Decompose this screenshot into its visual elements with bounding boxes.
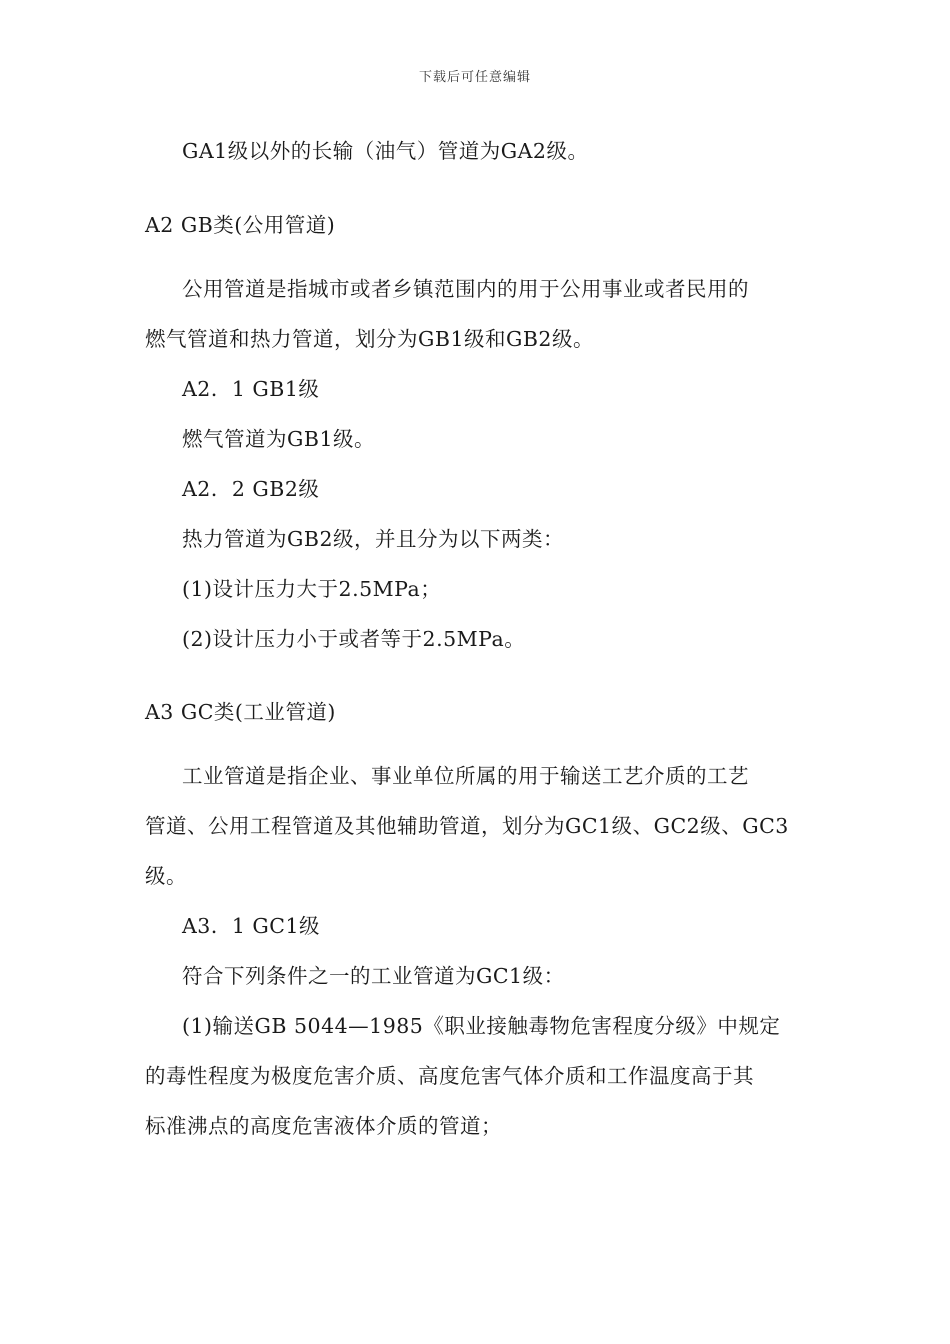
section-heading-a2: A2 GB类(公用管道) bbox=[145, 213, 336, 237]
subsection-heading-a2-1: A2．1 GB1级 bbox=[182, 377, 320, 401]
paragraph-gc-definition-line2: 管道、公用工程管道及其他辅助管道，划分为GC1级、GC2级、GC3 bbox=[145, 814, 789, 838]
section-heading-a3: A3 GC类(工业管道) bbox=[145, 700, 336, 724]
paragraph-gb-definition-line2: 燃气管道和热力管道，划分为GB1级和GB2级。 bbox=[145, 327, 594, 351]
subsection-heading-a2-2: A2．2 GB2级 bbox=[182, 477, 320, 501]
list-item-gc1-1-line3: 标准沸点的高度危害液体介质的管道； bbox=[145, 1114, 502, 1138]
paragraph-gc1-intro: 符合下列条件之一的工业管道为GC1级： bbox=[182, 964, 565, 988]
paragraph-gb1: 燃气管道为GB1级。 bbox=[182, 427, 375, 451]
paragraph-gb-definition-line1: 公用管道是指城市或者乡镇范围内的用于公用事业或者民用的 bbox=[182, 277, 749, 301]
page-header: 下载后可任意编辑 bbox=[418, 70, 531, 85]
list-item-gb2-1: (1)设计压力大于2.5MPa； bbox=[182, 577, 442, 601]
paragraph-gc-definition-line1: 工业管道是指企业、事业单位所属的用于输送工艺介质的工艺 bbox=[182, 764, 749, 788]
list-item-gc1-1-line1: (1)输送GB 5044—1985《职业接触毒物危害程度分级》中规定 bbox=[182, 1014, 781, 1038]
paragraph-ga2-definition: GA1级以外的长输（油气）管道为GA2级。 bbox=[182, 139, 589, 163]
list-item-gc1-1-line2: 的毒性程度为极度危害介质、高度危害气体介质和工作温度高于其 bbox=[145, 1064, 754, 1088]
list-item-gb2-2: (2)设计压力小于或者等于2.5MPa。 bbox=[182, 627, 526, 651]
paragraph-gb2: 热力管道为GB2级，并且分为以下两类： bbox=[182, 527, 564, 551]
paragraph-gc-definition-line3: 级。 bbox=[145, 864, 187, 888]
subsection-heading-a3-1: A3．1 GC1级 bbox=[182, 914, 321, 938]
